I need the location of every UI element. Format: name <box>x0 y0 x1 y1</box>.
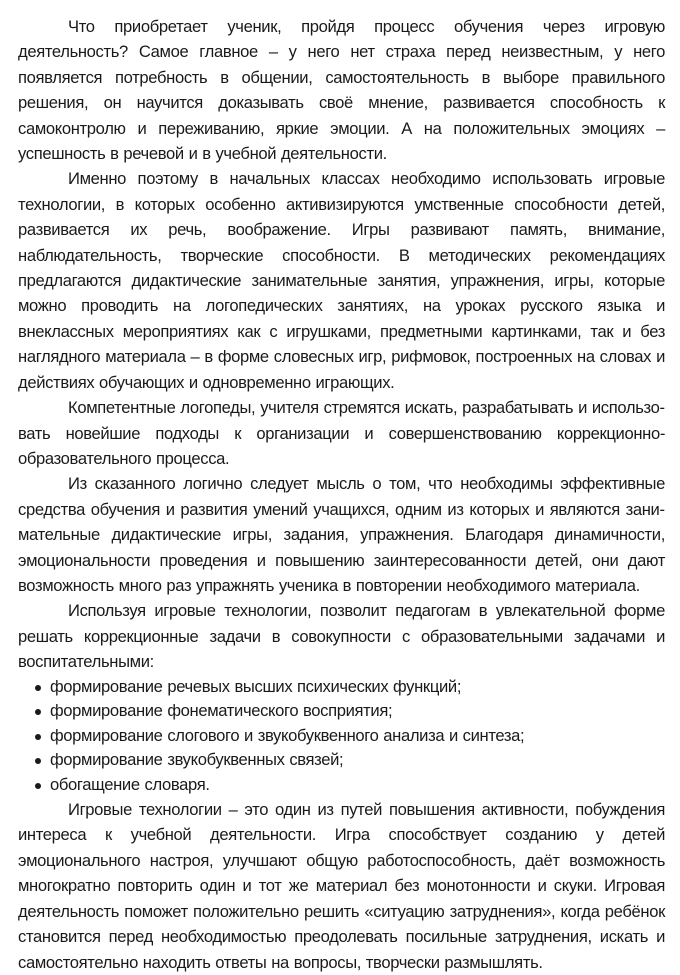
bullet-dot-icon <box>35 685 41 691</box>
paragraph-2: Именно поэтому в начальных классах необходимо использовать игровые технологии, в которых особенно активизируются умственные способности детей, развивается их речь, воображение. Игры развивают память, внимание, наблюдательность, творческие способности. В методических рекомендациях предлагаются дидактические занимательные занятия, упражнения, игры, которые можно проводить на логопедических занятиях, на уроках русского языка и внеклассных мероприятиях как с игрушками, предметными картинками, так и без наглядного материала – в форме словесных игр, рифмовок, построенных на словах и действиях обучающих и одновременно играющих. <box>18 169 665 392</box>
list-item <box>18 748 665 773</box>
paragraph-6: Игровые технологии – это один из путей повышения активности, побуждения интереса к учебной деятельности. Игра способствует созданию у детей эмоционального настроя, улучшают общую работоспособность, даёт возможность многократно повторить один и тот же материал без монотонности и скуки. Игровая деятельность поможет положительно решить «ситуацию затруднения», когда ребёнок становится перед необходимостью преодолевать посильные затруднения, искать и самостоятельно находить ответы на вопросы, творчески размышлять. <box>18 800 665 972</box>
list-item-text: обогащение словаря. <box>50 774 210 794</box>
paragraph-5: Используя игровые технологии, позволит педагогам в увлекательной форме решать коррекционные задачи в совокупности с образовательными задачами и воспитательными: <box>18 601 665 672</box>
list-item-text: формирование слогового и звукобуквенного анализа и синтеза; <box>50 725 525 745</box>
paragraph-4: Из сказанного логично следует мысль о том, что необходимы эффективные средства обучения и развития умений учащихся, одним из которых и являются занимательные дидактические игры, задания, упражнения. Благодаря динамичности, эмоциональности проведения и повышению заинтересованности детей, они дают возможность много раз упражнять ученика в повторении необходимого материала. <box>18 474 665 595</box>
list-item <box>18 699 665 724</box>
bullet-dot-icon <box>35 783 41 789</box>
paragraph-3: Компетентные логопеды, учителя стремятся искать, разрабатывать и использовать новейшие подходы к организации и совершенствованию коррекционно-образовательного процесса. <box>18 398 665 468</box>
list-item-text: формирование звукобуквенных связей; <box>50 750 344 770</box>
bullet-dot-icon <box>35 758 41 764</box>
list-item-text: формирование фонематического восприятия; <box>50 701 393 721</box>
list-item <box>18 675 665 700</box>
bullet-dot-icon <box>35 709 41 715</box>
bullet-dot-icon <box>35 734 41 740</box>
bullet-list <box>18 675 665 798</box>
list-item <box>18 773 665 798</box>
list-item-text: формирование речевых высших психических функций; <box>50 676 462 696</box>
list-item <box>18 724 665 749</box>
document-page <box>18 14 665 975</box>
paragraph-1: Что приобретает ученик, пройдя процесс обучения через игровую деятельность? Самое главное – у него нет страха перед неизвестным, у него появляется потребность в общении, самостоятельность в выборе правильного решения, он научится доказывать своё мнение, развивается способность к самоконтролю и переживанию, яркие эмоции. А на положительных эмоциях – успешность в речевой и в учебной деятельности. <box>18 17 665 164</box>
